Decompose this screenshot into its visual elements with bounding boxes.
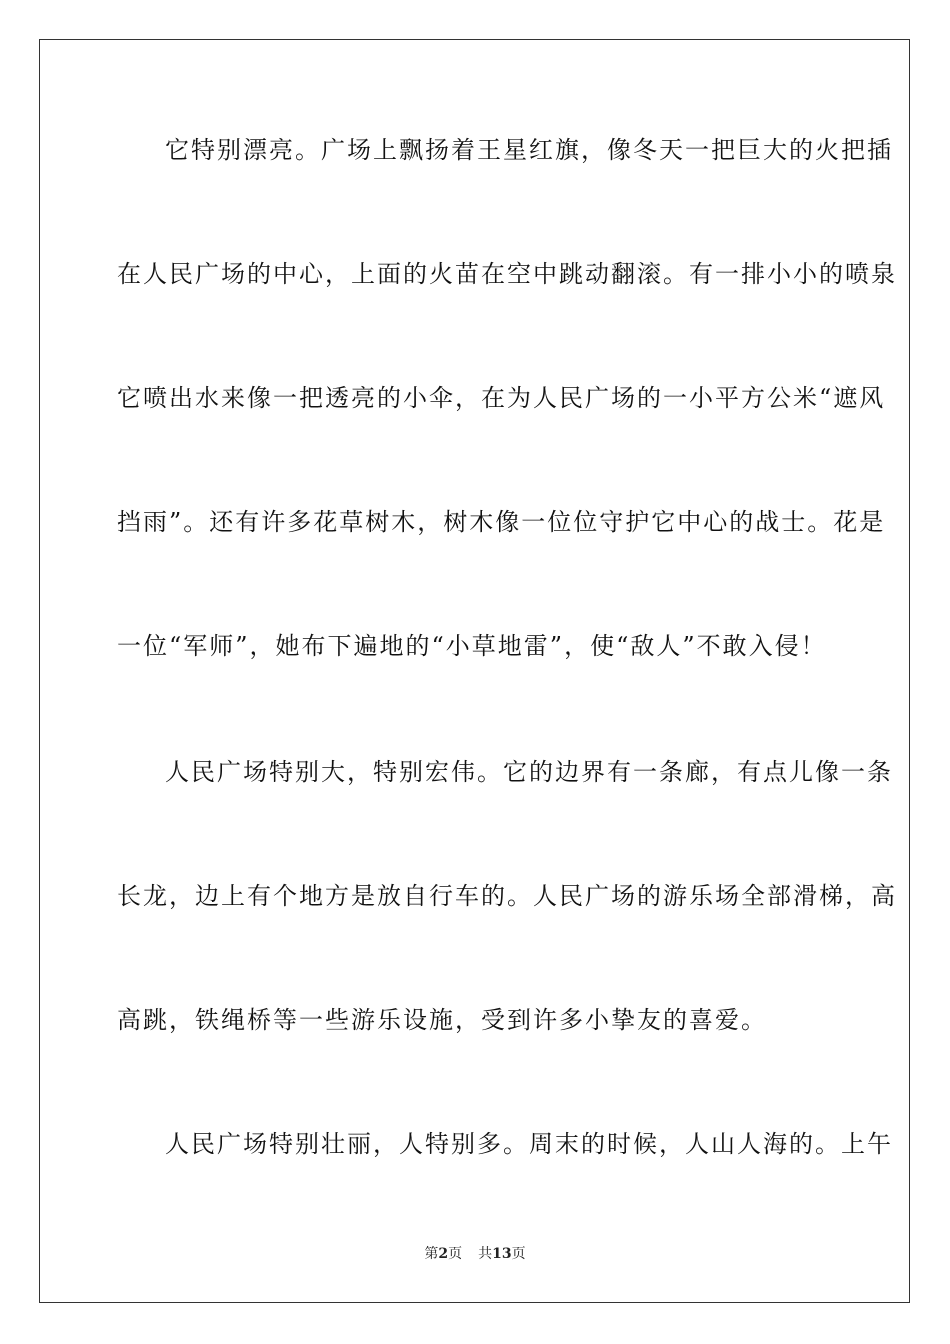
page-footer: [0, 1244, 950, 1264]
page-prefix: 第: [424, 1246, 439, 1262]
text-line: 在人民广场的中心，上面的火苗在空中跳动翻滚。有一排小小的喷泉: [117, 260, 897, 288]
text-line: 人民广场特别大，特别宏伟。它的边界有一条廊，有点儿像一条: [165, 758, 893, 786]
total-suffix: 页: [511, 1246, 526, 1262]
text-line: 挡雨”。还有许多花草树木，树木像一位位守护它中心的战士。花是: [117, 508, 886, 536]
page-suffix: 页: [448, 1246, 463, 1262]
page-number: 2: [438, 1246, 449, 1262]
total-pages: 13: [492, 1246, 512, 1262]
text-line: 它喷出水来像一把透亮的小伞，在为人民广场的一小平方公米“遮风: [117, 384, 886, 412]
page-border: [39, 39, 910, 1303]
total-prefix: 共: [478, 1246, 493, 1262]
text-line: 长龙，边上有个地方是放自行车的。人民广场的游乐场全部滑梯，高: [117, 882, 897, 910]
text-line: 高跳，铁绳桥等一些游乐设施，受到许多小挚友的喜爱。: [117, 1006, 767, 1034]
text-line: 一位“军师”，她布下遍地的“小草地雷”，使“敌人”不敢入侵！: [117, 632, 827, 660]
text-line: 它特别漂亮。广场上飘扬着王星红旗，像冬天一把巨大的火把插: [165, 136, 893, 164]
text-line: 人民广场特别壮丽，人特别多。周末的时候，人山人海的。上午: [165, 1130, 893, 1158]
